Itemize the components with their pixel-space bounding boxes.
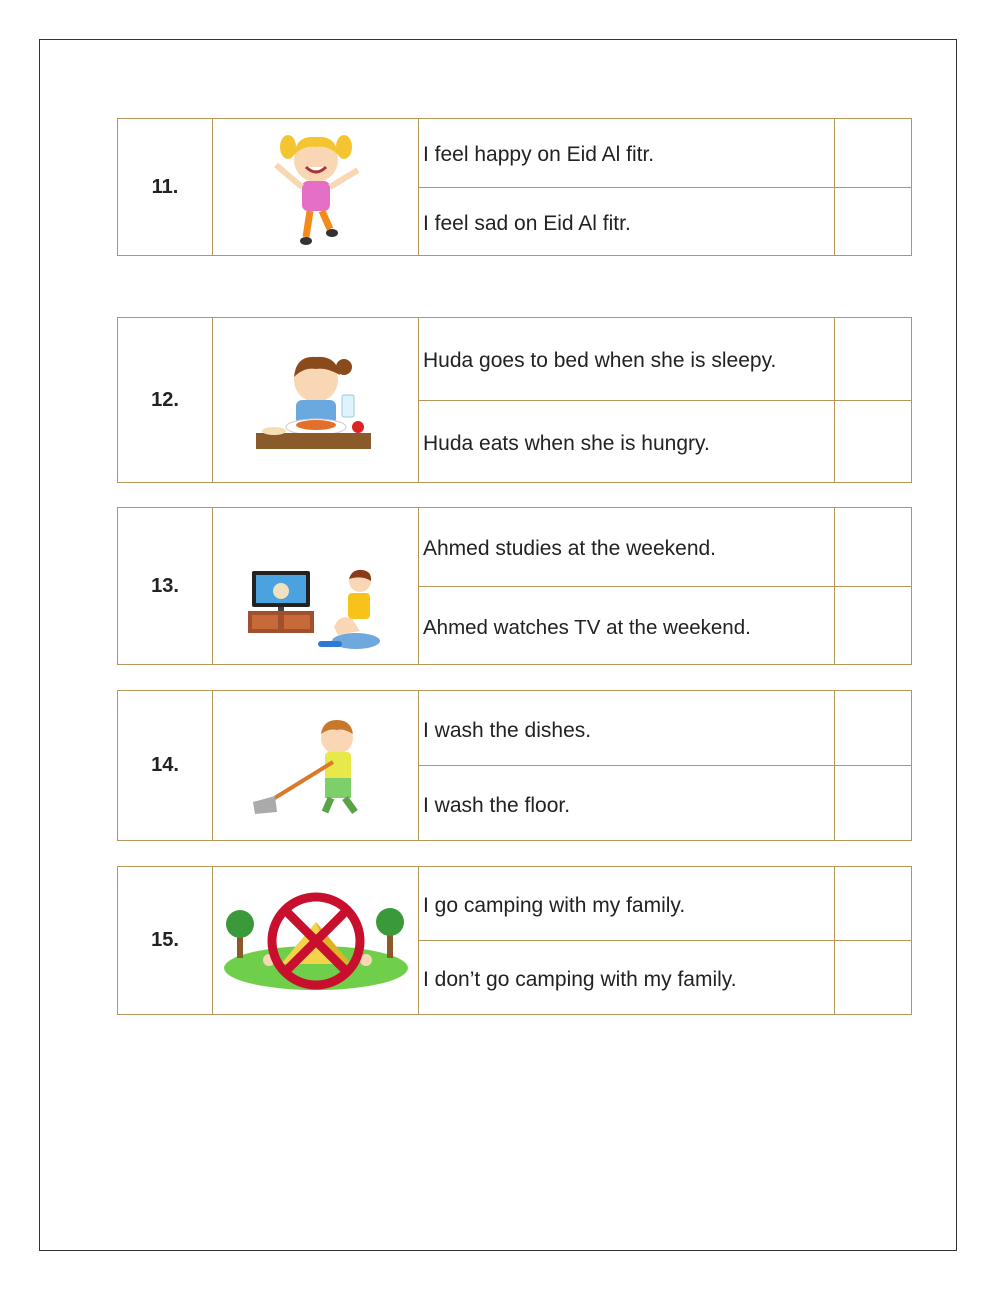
question-number: 12. <box>118 318 213 482</box>
option-text: I don’t go camping with my family. <box>419 941 835 1014</box>
no-camping-icon <box>213 867 419 1014</box>
answer-box[interactable] <box>835 766 911 840</box>
answer-box[interactable] <box>835 508 911 586</box>
answer-box[interactable] <box>835 691 911 765</box>
options <box>419 318 911 482</box>
option-row <box>419 318 911 400</box>
option-row <box>419 119 911 187</box>
answer-box[interactable] <box>835 587 911 665</box>
option-text: I feel happy on Eid Al fitr. <box>419 119 835 187</box>
option-text: I go camping with my family. <box>419 867 835 940</box>
answer-box[interactable] <box>835 119 911 187</box>
question-number: 15. <box>118 867 213 1014</box>
options <box>419 119 911 255</box>
option-text: Ahmed studies at the weekend. <box>419 508 835 586</box>
option-row <box>419 187 911 256</box>
option-row <box>419 586 911 665</box>
answer-box[interactable] <box>835 401 911 483</box>
question-11-table <box>117 118 912 256</box>
question-number: 14. <box>118 691 213 840</box>
happy-girl-jumping-icon <box>213 119 419 255</box>
boy-watching-tv-icon <box>213 508 419 664</box>
option-row <box>419 508 911 586</box>
girl-eating-spaghetti-icon <box>213 318 419 482</box>
question-15-table <box>117 866 912 1015</box>
answer-box[interactable] <box>835 867 911 940</box>
answer-box[interactable] <box>835 941 911 1014</box>
boy-mopping-floor-icon <box>213 691 419 840</box>
question-number: 11. <box>118 119 213 255</box>
question-13-table <box>117 507 912 665</box>
question-14-table <box>117 690 912 841</box>
answer-box[interactable] <box>835 318 911 400</box>
option-text: I wash the dishes. <box>419 691 835 765</box>
option-text: I feel sad on Eid Al fitr. <box>419 188 835 256</box>
options <box>419 867 911 1014</box>
option-text: Ahmed watches TV at the weekend. <box>419 587 835 665</box>
option-row <box>419 940 911 1014</box>
option-row <box>419 400 911 483</box>
option-row <box>419 765 911 840</box>
option-text: I wash the floor. <box>419 766 835 840</box>
question-12-table <box>117 317 912 483</box>
option-row <box>419 691 911 765</box>
question-number: 13. <box>118 508 213 664</box>
option-row <box>419 867 911 940</box>
answer-box[interactable] <box>835 188 911 256</box>
options <box>419 691 911 840</box>
option-text: Huda goes to bed when she is sleepy. <box>419 318 835 400</box>
options <box>419 508 911 664</box>
option-text: Huda eats when she is hungry. <box>419 401 835 483</box>
